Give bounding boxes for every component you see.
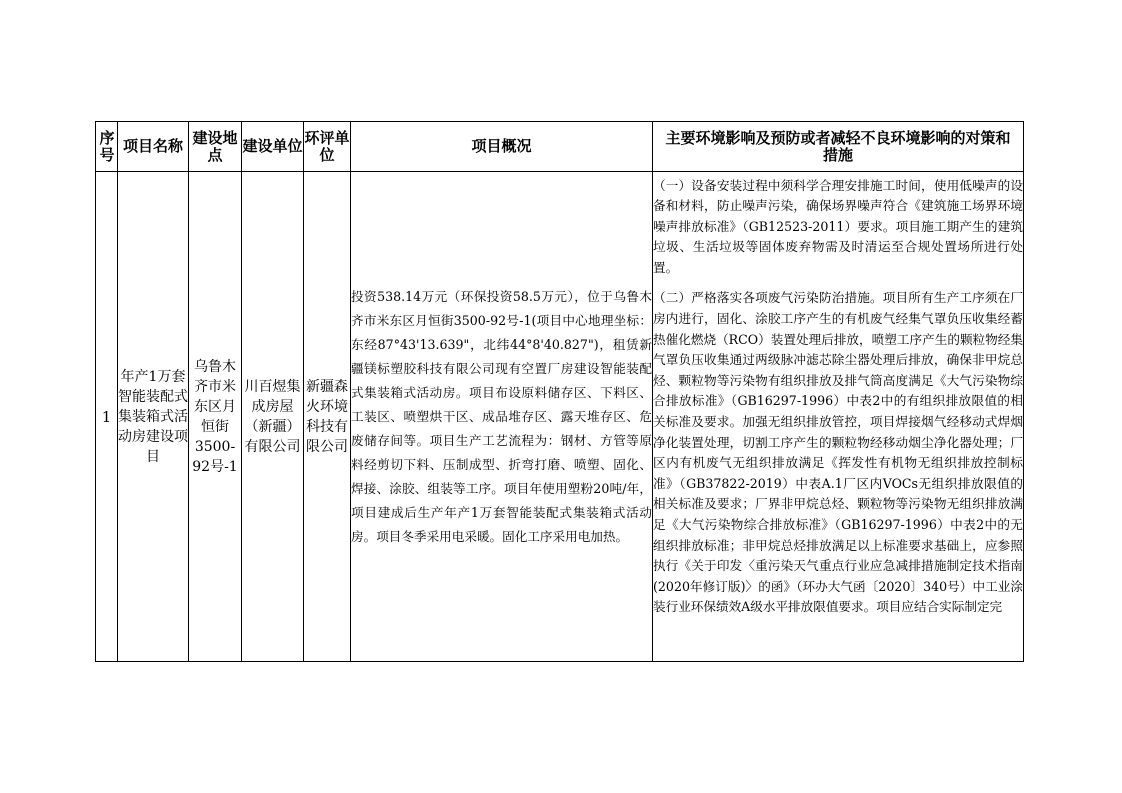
measures-paragraph-2: （二）严格落实各项废气污染防治措施。项目所有生产工序须在厂房内进行，固化、涂胶工序产生的有机废气经集气罩负压收集经蓄热催化燃烧（RCO）装置处理后排放，喷塑工序产生的颗粒物经集气罩负压收集通过两级脉冲滤芯除尘器处理后排放，确保非甲烷总烃、颗粒物等污染物有组织排放及排气筒高度满足《大气污染物综合排放标准》（GB16297-1996）中表2中的有组织排放限值的相关标准及要求。加强无组织排放管控，项目焊接烟气经移动式焊烟净化装置处理，切割工序产生的颗粒物经移动烟尘净化器处理；厂区内有机废气无组织排放满足《挥发性有机物无组织排放控制标准》（GB37822-2019）中表A.1厂区内VOCs无组织排放限值的相关标准及要求；厂界非甲烷总烃、颗粒物等污染物无组织排放满足《大气污染物综合排放标准》（GB16297-1996）中表2中的无组织排放标准；非甲烷总烃排放满足以上标准要求基础上，应参照执行《关于印发〈重污染天气重点行业应急减排措施制定技术指南(2020年修订版)〉的函》（环办大气函〔2020〕340号）中工业涂装行业环保绩效A级水平排放限值要求。项目应结合实际制定完 (653, 290, 1023, 615)
cell-measures (653, 172, 1024, 662)
header-project-name: 项目名称 (118, 122, 189, 172)
header-seq: 序号 (96, 122, 118, 172)
cell-seq: 1 (96, 172, 118, 662)
cell-project-name: 年产1万套智能装配式集装箱式活动房建设项目 (118, 172, 189, 662)
project-table (95, 121, 1024, 662)
header-location: 建设地点 (189, 122, 242, 172)
cell-builder: 川百煜集成房屋（新疆）有限公司 (242, 172, 304, 662)
header-measures: 主要环境影响及预防或者减轻不良环境影响的对策和措施 (653, 122, 1024, 172)
cell-eia-unit: 新疆森火环境科技有限公司 (304, 172, 351, 662)
header-builder: 建设单位 (242, 122, 304, 172)
cell-location: 乌鲁木齐市米东区月恒街3500-92号-1 (189, 172, 242, 662)
cell-overview: 投资538.14万元（环保投资58.5万元），位于乌鲁木齐市米东区月恒街3500-92号-1(项目中心地理坐标：东经87°43'13.639"，北纬44°8'40.827")，租赁新疆镁标塑胶科技有限公司现有空置厂房建设智能装配式集装箱式活动房。项目布设原料储存区、下料区、工装区、喷塑烘干区、成品堆存区、露天堆存区、危废储存间等。项目生产工艺流程为：钢材、方管等原料经剪切下料、压制成型、折弯打磨、喷塑、固化、焊接、涂胶、组装等工序。项目年使用塑粉20吨/年，项目建成后生产年产1万套智能装配式集装箱式活动房。项目冬季采用电采暖。固化工序采用电加热。 (351, 172, 653, 662)
header-eia-unit: 环评单位 (304, 122, 351, 172)
header-overview: 项目概况 (351, 122, 653, 172)
table-header-row (96, 122, 1024, 172)
measures-paragraph-1: （一）设备安装过程中须科学合理安排施工时间，使用低噪声的设备和材料，防止噪声污染，确保场界噪声符合《建筑施工场界环境噪声排放标准》（GB12523-2011）要求。项目施工期产生的建筑垃圾、生活垃圾等固体废弃物需及时清运至合规处置场所进行处置。 (653, 177, 1023, 275)
table-row (96, 172, 1024, 662)
